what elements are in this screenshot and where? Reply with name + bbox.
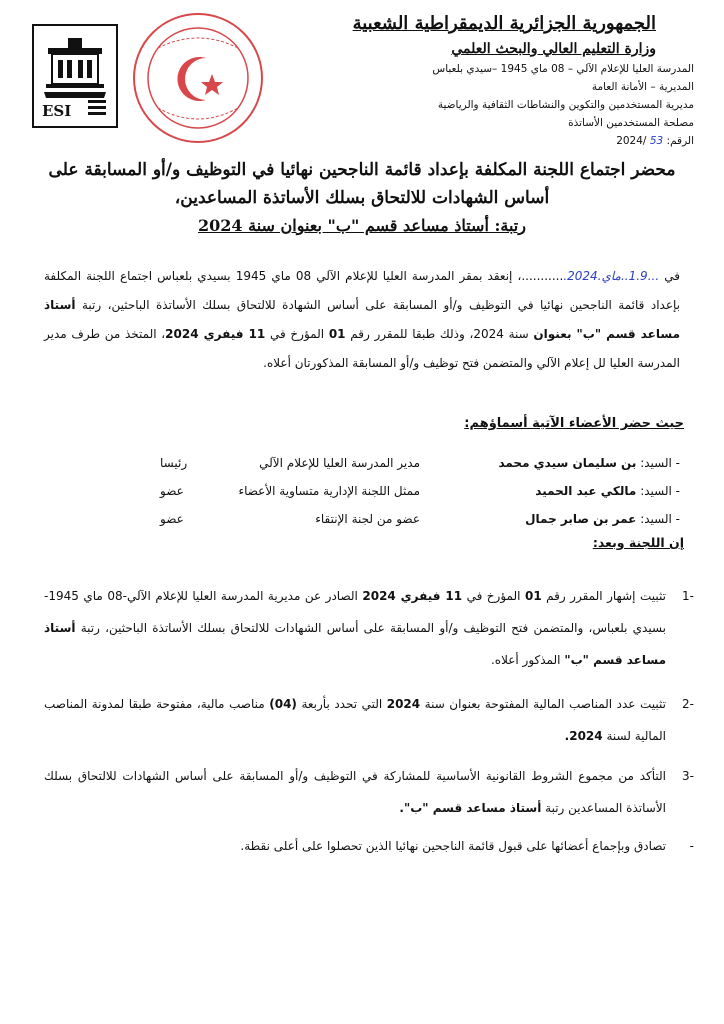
ministry-name: وزارة التعليم العالي والبحث العلمي	[451, 41, 656, 57]
sub-directorate: مديرية المستخدمين والتكوين والنشاطات الثقافية والرياضية	[437, 99, 694, 111]
directorate: المديرية – الأمانة العامة	[591, 81, 694, 93]
decision-item-1: -1 تثبيت إشهار المقرر رقم 01 المؤرخ في 11 فيفري 2024 الصادر عن مديرية المدرسة العليا للإعلام الآلي-08 ماي 1945-بسيدي بلعباس، والمتضمن فتح التوظيف و/أو المسابقة على أساس الشهادات للالتحاق بسلك الأساتذة الباحثين، رتبة أستاذ مساعد قسم "ب" المذكور أعلاه.	[44, 589, 694, 667]
title-line-3: رتبة: أستاذ مساعد قسم "ب" بعنوان سنة 2024	[198, 216, 526, 235]
member-row: - السيد: مالكي عبد الحميد ممثل اللجنة الإدارية متساوية الأعضاء عضو	[160, 484, 680, 498]
service-name: مصلحة المستخدمين الأساتذة	[568, 117, 694, 129]
decision-item-final: - تصادق وبإجماع أعضائها على قبول قائمة الناجحين نهائيا الذين تحصلوا على أعلى نقطة.	[240, 839, 694, 853]
meeting-date-handwritten: ...1.9..ماي.2024.	[563, 269, 660, 283]
committee-heading: إن اللجنة وبعد:	[592, 535, 684, 550]
republic-name: الجمهورية الجزائرية الديمقراطية الشعبية	[352, 13, 656, 34]
member-row: - السيد: عمر بن صابر جمال عضو من لجنة الإنتقاء عضو	[160, 512, 680, 526]
school-logo	[32, 24, 118, 128]
official-stamp-icon	[128, 8, 268, 148]
decision-item-3: -3 التأكد من مجموع الشروط القانونية الأساسية للمشاركة في التوظيف و/أو المسابقة على أساس الشهادات للالتحاق بسلك الأساتذة المساعدين رتبة أستاذ مساعد قسم "ب".	[44, 769, 694, 815]
reference-number: الرقم: 53 /2024	[616, 135, 694, 147]
school-name: المدرسة العليا للإعلام الآلي – 08 ماي 1945 –سيدي بلعباس	[432, 63, 694, 75]
members-heading: حيث حضر الأعضاء الآتية أسماؤهم:	[464, 416, 684, 431]
title-line-2: أساس الشهادات للالتحاق بسلك الأساتذة المساعدين،	[174, 188, 550, 208]
title-line-1: محضر اجتماع اللجنة المكلفة بإعداد قائمة الناجحين نهائيا في التوظيف و/أو المسابقة على	[48, 160, 676, 180]
ref-number-handwritten: 53	[649, 135, 664, 147]
letterhead	[264, 12, 694, 150]
member-row: - السيد: بن سليمان سيدي محمد مدير المدرسة العليا للإعلام الآلي رئيسا	[160, 456, 680, 470]
decision-item-2: -2 تثبيت عدد المناصب المالية المفتوحة بعنوان سنة 2024 التي تحدد بأربعة (04) مناصب مالية، مفتوحة طبقا لمدونة المناصب المالية لسنة 2024.	[44, 697, 694, 743]
intro-paragraph: في ...1.9..ماي.2024............، إنعقد بمقر المدرسة العليا للإعلام الآلي 08 ماي 1945 بسيدي بلعباس اجتماع اللجنة المكلفة بإعداد قائمة الناجحين نهائيا في التوظيف و/أو المسابقة على أساس الشهادة للالتحاق بسلك الأساتذة الباحثين، رتبة أستاذ مساعد قسم "ب" بعنوان سنة 2024، وذلك طبقا للمقرر رقم 01 المؤرخ في 11 فيفري 2024، المتخذ من طرف مدير المدرسة العليا لل إعلام الآلي والمتضمن فتح توظيف و/أو المسابقة المذكورتان أعلاه.	[44, 269, 680, 370]
logo-text: ESI	[42, 102, 72, 120]
document-title	[40, 156, 684, 240]
